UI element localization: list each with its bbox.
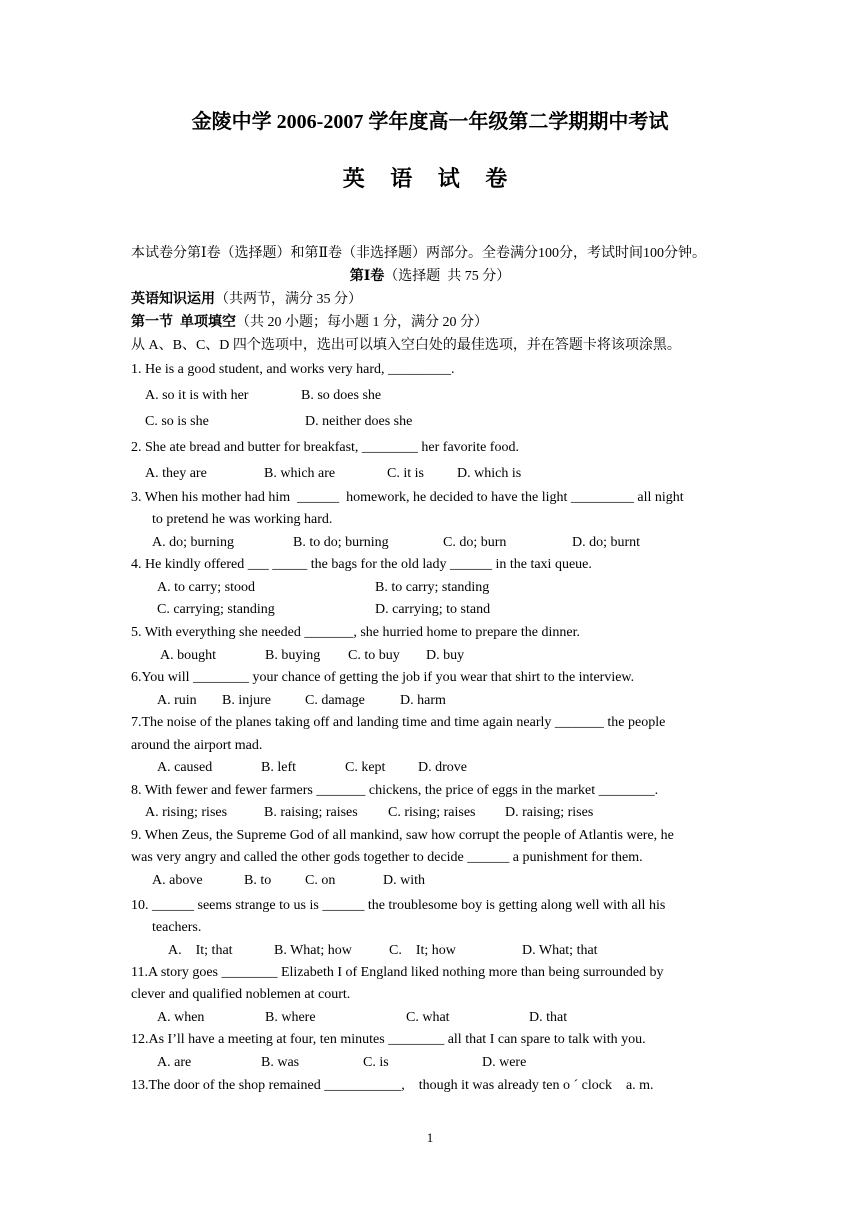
answer-option: D. were <box>482 1055 527 1070</box>
answer-option: C. to buy <box>348 648 400 663</box>
answer-option: B. was <box>261 1055 300 1070</box>
answer-option: C. rising; raises <box>388 805 476 820</box>
answer-option: B. to <box>244 873 272 888</box>
answer-option: B. What; how <box>274 943 352 958</box>
answer-option: A. ruin <box>157 693 197 708</box>
question-text: teachers. <box>152 920 202 935</box>
section-desc: （共两节，满分 35 分） <box>215 292 362 307</box>
answer-option: D. do; burnt <box>572 535 641 550</box>
answer-option: A. to carry; stood <box>157 580 255 595</box>
section-heading <box>131 290 362 310</box>
answer-option: A. rising; rises <box>145 805 228 820</box>
question-text: 12.As I’ll have a meeting at four, ten minutes ________ all that I can spare to talk with you. <box>131 1032 646 1047</box>
answer-option: D. raising; rises <box>505 805 594 820</box>
answer-option: B. so does she <box>301 388 382 403</box>
answer-option: A. bought <box>160 648 216 663</box>
answer-option: D. buy <box>426 648 465 663</box>
answer-option: C. carrying; standing <box>157 602 275 617</box>
answer-option: C. so is she <box>145 414 209 429</box>
answer-option: A. It; that <box>168 943 233 958</box>
answer-option: A. are <box>157 1055 192 1070</box>
answer-option: B. left <box>261 760 296 775</box>
instruction-text: 从 A、B、C、D 四个选项中，选出可以填入空白处的最佳选项，并在答题卡将该项涂黑。 <box>131 338 681 353</box>
question-text: clever and qualified noblemen at court. <box>131 987 351 1002</box>
answer-option: D. neither does she <box>305 414 413 429</box>
page-subtitle: 英 语 试 卷 <box>342 166 518 191</box>
part-desc: （选择题 共 75 分） <box>384 269 511 284</box>
subsection-heading <box>131 313 488 333</box>
answer-option: C. It; how <box>389 943 456 958</box>
answer-option: A. do; burning <box>152 535 235 550</box>
section-label: 英语知识运用 <box>131 292 215 307</box>
question-text: around the airport mad. <box>131 738 263 753</box>
answer-option: B. which are <box>264 466 336 481</box>
answer-option: C. damage <box>305 693 365 708</box>
answer-option: D. with <box>383 873 425 888</box>
answer-option: C. on <box>305 873 336 888</box>
question-text: 5. With everything she needed _______, she hurried home to prepare the dinner. <box>131 625 580 640</box>
answer-option: D. that <box>529 1010 568 1025</box>
page-title: 金陵中学 2006-2007 学年度高一年级第二学期期中考试 <box>191 111 669 133</box>
answer-option: A. so it is with her <box>145 388 249 403</box>
part-heading <box>0 267 860 287</box>
intro-text: 本试卷分第Ⅰ卷（选择题）和第Ⅱ卷（非选择题）两部分。全卷满分100分，考试时间100分钟。 <box>131 246 707 261</box>
question-text: 11.A story goes ________ Elizabeth I of England liked nothing more than being surrounded by <box>131 965 664 980</box>
question-text: 8. With fewer and fewer farmers _______ chickens, the price of eggs in the market ________. <box>131 783 659 798</box>
part-label: 第Ⅰ卷 <box>349 269 385 284</box>
subsection-desc: （共 20 小题；每小题 1 分，满分 20 分） <box>236 315 488 330</box>
page-number: 1 <box>426 1130 434 1145</box>
question-text: to pretend he was working hard. <box>152 512 333 527</box>
question-text: 10. ______ seems strange to us is ______ the troublesome boy is getting along well with all his <box>131 898 666 913</box>
answer-option: A. above <box>152 873 203 888</box>
answer-option: C. what <box>406 1010 450 1025</box>
answer-option: C. it is <box>387 466 424 481</box>
answer-option: A. caused <box>157 760 213 775</box>
answer-option: B. where <box>265 1010 316 1025</box>
question-text: 4. He kindly offered ___ _____ the bags for the old lady ______ in the taxi queue. <box>131 557 592 572</box>
question-text: 7.The noise of the planes taking off and landing time and time again nearly _______ the people <box>131 715 666 730</box>
question-text: 2. She ate bread and butter for breakfast, ________ her favorite food. <box>131 440 519 455</box>
answer-option: B. to do; burning <box>293 535 389 550</box>
question-text: 13.The door of the shop remained ___________, though it was already ten o ´ clock a. m. <box>131 1078 654 1093</box>
answer-option: A. they are <box>145 466 207 481</box>
question-text: was very angry and called the other gods together to decide ______ a punishment for them. <box>131 850 643 865</box>
subsection-label: 第一节 单项填空 <box>131 315 236 330</box>
answer-option: B. injure <box>222 693 271 708</box>
answer-option: D. What; that <box>522 943 598 958</box>
answer-option: C. kept <box>345 760 386 775</box>
answer-option: D. drove <box>418 760 467 775</box>
answer-option: D. harm <box>400 693 446 708</box>
question-text: 9. When Zeus, the Supreme God of all mankind, saw how corrupt the people of Atlantis were, he <box>131 828 674 843</box>
question-text: 3. When his mother had him ______ homework, he decided to have the light _________ all night <box>131 490 684 505</box>
answer-option: C. is <box>363 1055 389 1070</box>
answer-option: C. do; burn <box>443 535 507 550</box>
answer-option: B. to carry; standing <box>375 580 490 595</box>
answer-option: A. when <box>157 1010 205 1025</box>
answer-option: D. which is <box>457 466 522 481</box>
answer-option: B. raising; raises <box>264 805 358 820</box>
answer-option: D. carrying; to stand <box>375 602 491 617</box>
question-text: 1. He is a good student, and works very hard, _________. <box>131 362 455 377</box>
answer-option: B. buying <box>265 648 321 663</box>
question-text: 6.You will ________ your chance of getting the job if you wear that shirt to the interview. <box>131 670 635 685</box>
